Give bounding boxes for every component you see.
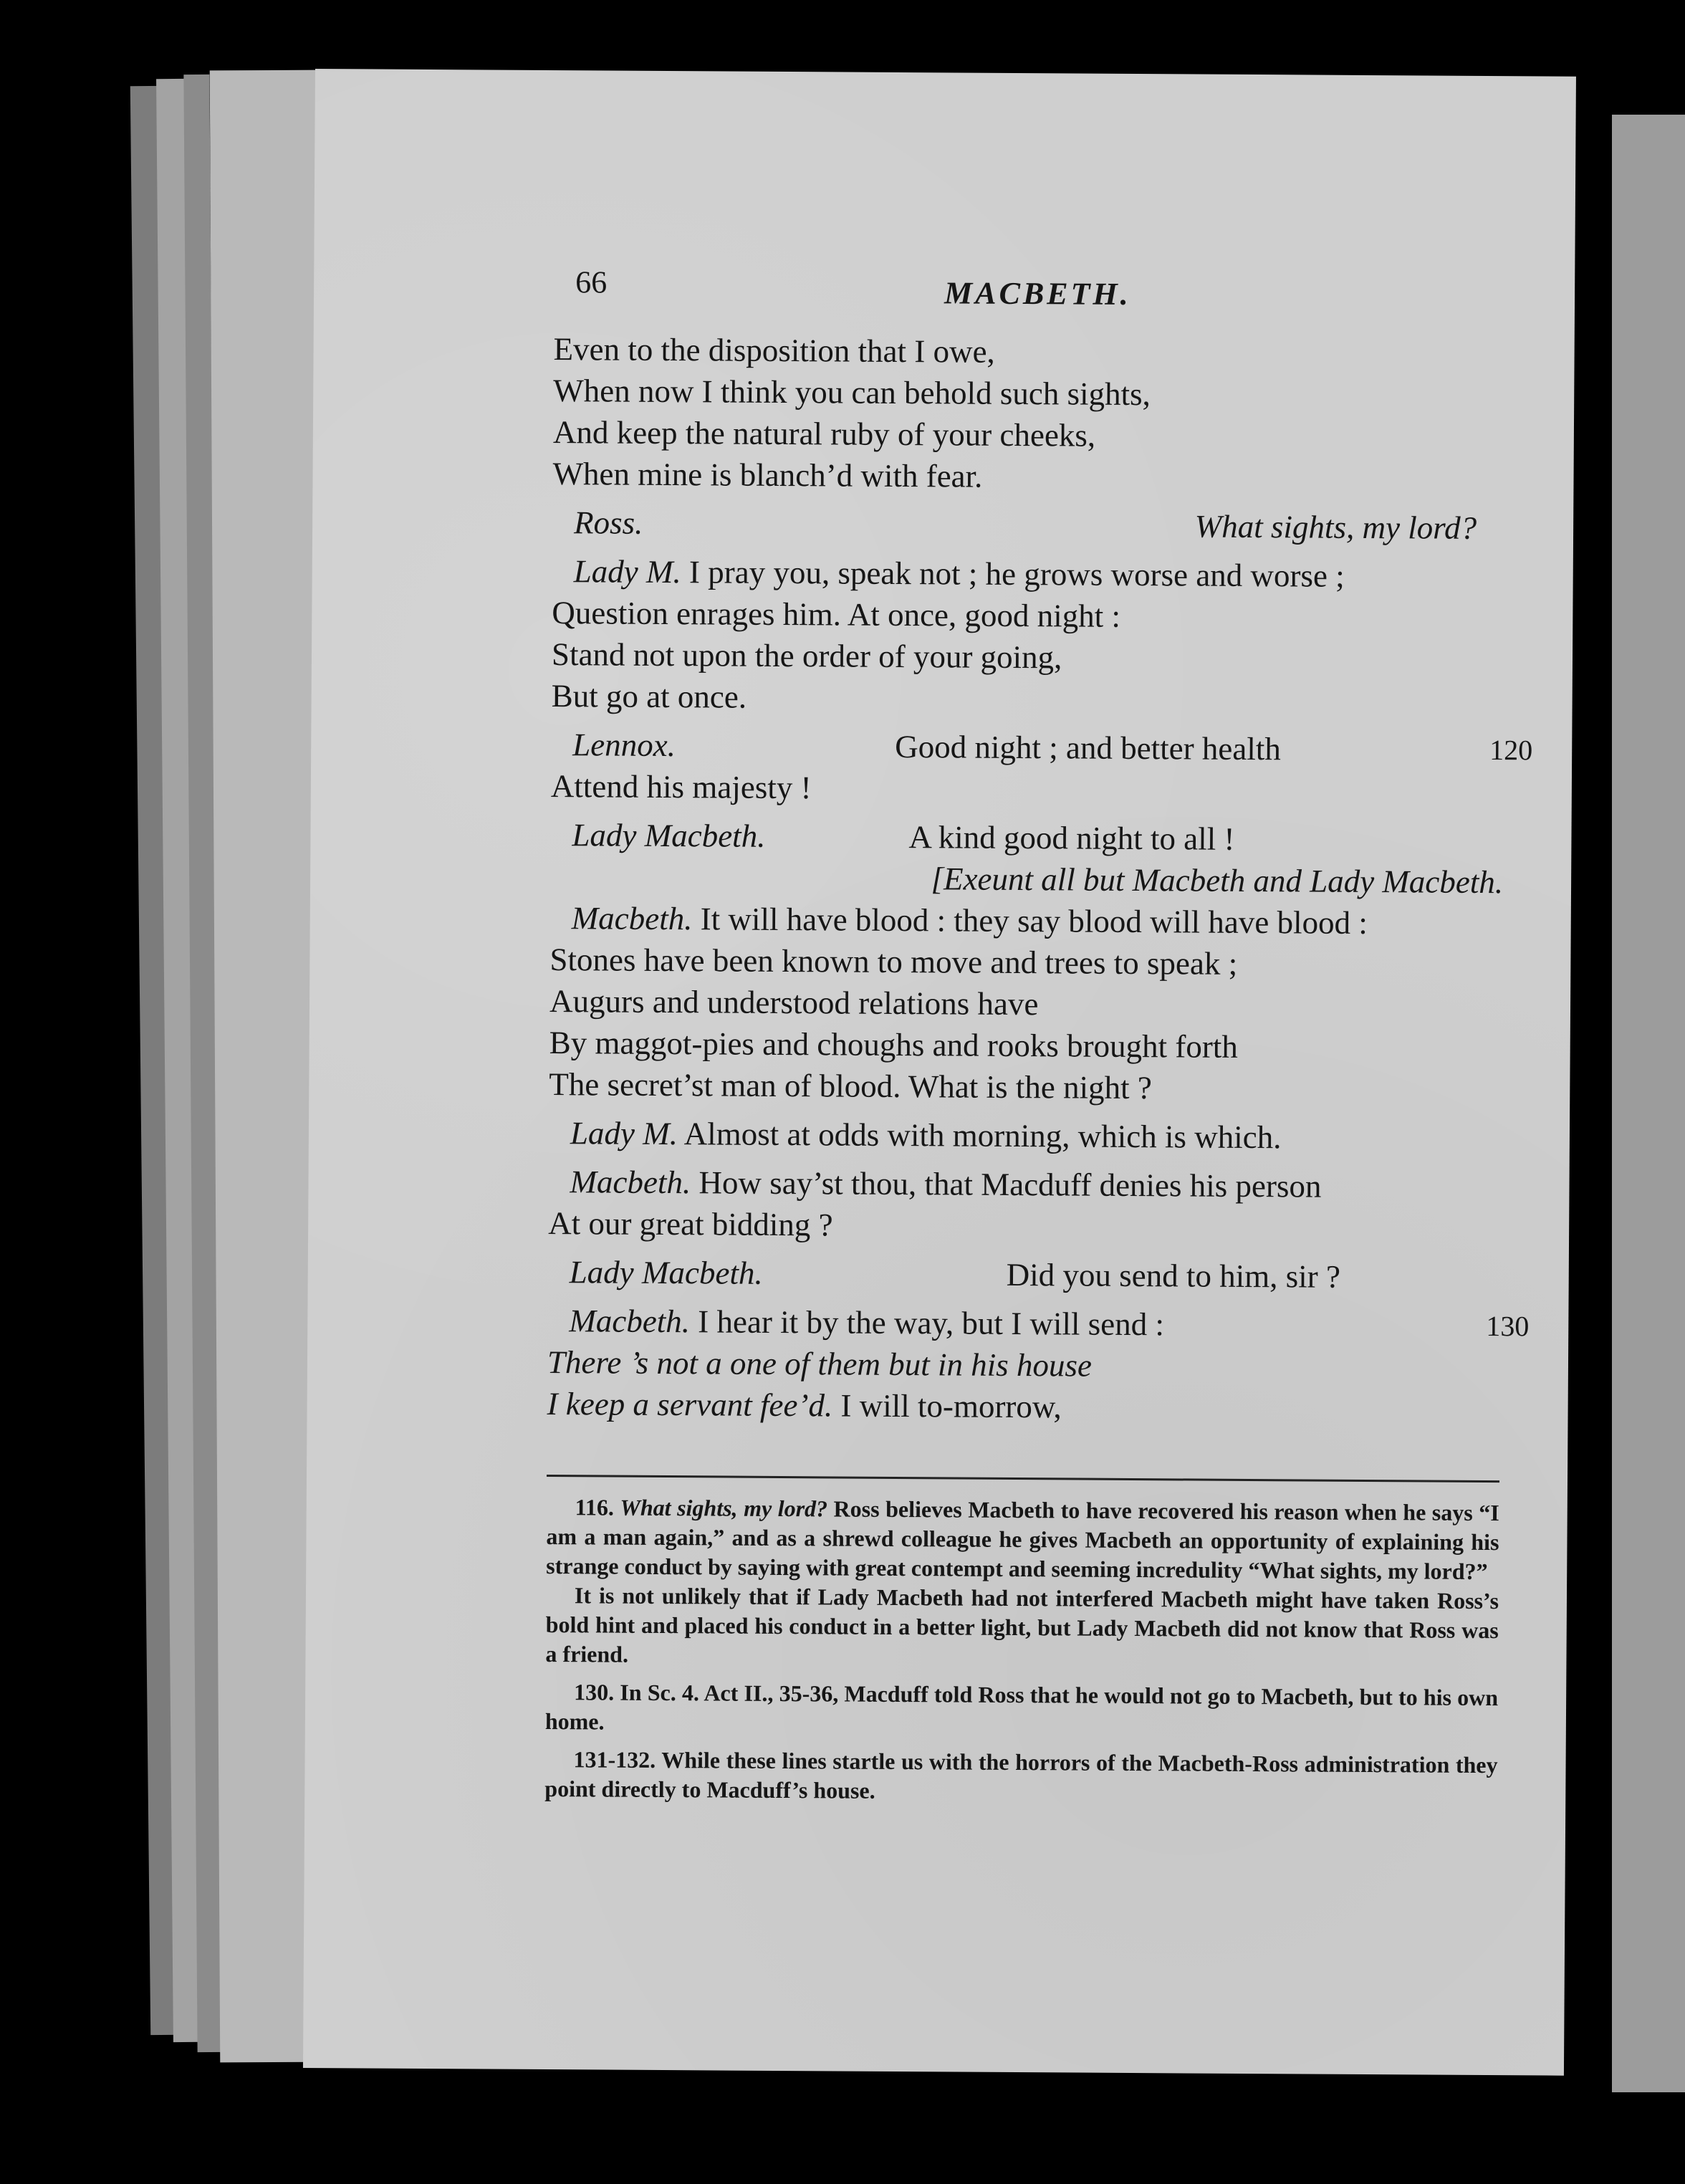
verse-line (547, 1341, 1500, 1389)
page-number: 66 (575, 264, 608, 300)
footnote-rule (547, 1475, 1499, 1483)
footnote-ref: 116. (575, 1494, 615, 1520)
line-number: 120 (1489, 734, 1533, 767)
verse-line: By maggot-pies and choughs and rooks brought forth (549, 1025, 1238, 1065)
line-number: 130 (1486, 1310, 1530, 1343)
play-text (547, 328, 1533, 1430)
speech-text: Did you send to him, sir ? (1006, 1256, 1341, 1295)
speech-text: Good night ; and better health (895, 728, 1282, 767)
speech-text: I hear it by the way, but I will send : (698, 1303, 1165, 1343)
verse-line: At our great bidding ? (548, 1205, 833, 1243)
italic-text: I keep a servant fee’d. (547, 1386, 833, 1424)
speaker-name: Lady Macbeth. (572, 817, 766, 854)
italic-text: There ’s not a one of them but in his house (547, 1344, 1093, 1384)
speaker-name: Lady Macbeth. (569, 1254, 763, 1291)
footnote (545, 1493, 1499, 1675)
verse-line: Attend his majesty ! (550, 768, 812, 806)
speaker-name: Ross. (573, 504, 643, 541)
speaker-name: Macbeth. (570, 1164, 691, 1201)
verse-line: Augurs and understood relations have (549, 983, 1039, 1022)
speech-text: What sights, my lord? (1194, 508, 1477, 546)
speaker-name: Lady M. (573, 553, 681, 590)
stage-direction-line (550, 856, 1503, 903)
footnotes (544, 1493, 1499, 1818)
speaker-name: Macbeth. (569, 1303, 691, 1340)
running-head (575, 264, 1507, 327)
speech-text: A kind good night to all ! (908, 819, 1235, 857)
footnote-continuation: It is not unlikely that if Lady Macbeth had not interfered Macbeth might have taken Ross’s bold hint and placed his conduct in a better light, but Lady Macbeth did not know that Ross was a friend. (545, 1582, 1499, 1667)
footnote-ref: 130. (574, 1679, 615, 1705)
footnote-text: Ross believes Macbeth to have recovered his reason when he says “I am a man again,” and as a shrewd colleague he gives Macbeth an opportunity of explaining his strange conduct by saying with great contempt and seeming incredulity “What sights, my lord?” (546, 1495, 1499, 1585)
speech-text: I pray you, speak not ; he grows worse and worse ; (688, 554, 1345, 594)
speech-line (550, 814, 1503, 861)
footnote-text: In Sc. 4. Act II., 35-36, Macduff told Ross that he would not go to Macbeth, but to his own home. (544, 1679, 1499, 1735)
verse-line: Stones have been known to move and trees to speak ; (549, 942, 1238, 982)
verse-line: Even to the disposition that I owe, (553, 331, 995, 370)
footnote (544, 1745, 1497, 1809)
next-page-edge (1612, 115, 1685, 2092)
speech-line (552, 550, 1505, 598)
book-page (303, 69, 1576, 2076)
verse-line: The secret’st man of blood. What is the night ? (549, 1066, 1152, 1106)
speaker-name: Lennox. (572, 727, 676, 764)
verse-line: When now I think you can behold such sights, (553, 373, 1151, 413)
running-title: MACBETH. (944, 275, 1131, 312)
speaker-name: Macbeth. (571, 900, 693, 937)
footnote-text: While these lines startle us with the horrors of the Macbeth-Ross administration they point directly to Macduff’s house. (544, 1746, 1498, 1804)
verse-line: But go at once. (551, 678, 747, 715)
speech-line (547, 1300, 1530, 1347)
verse-line: And keep the natural ruby of your cheeks, (552, 414, 1096, 454)
stage-direction: [Exeunt all but Macbeth and Lady Macbeth. (931, 861, 1504, 901)
speech-text: It will have blood : they say blood will have blood : (700, 901, 1368, 941)
speech-text: Almost at odds with morning, which is which. (683, 1116, 1282, 1156)
speech-line (552, 502, 1505, 549)
speech-line (548, 1251, 1501, 1298)
speech-line (549, 1112, 1502, 1159)
verse-line: Question enrages him. At once, good night : (552, 595, 1121, 634)
footnote-ref: 131-132. (573, 1746, 656, 1773)
speech-text: How say’st thou, that Macduff denies his person (699, 1164, 1322, 1204)
verse-line: Stand not upon the order of your going, (551, 636, 1062, 676)
footnote (545, 1677, 1498, 1742)
speech-line (550, 897, 1503, 944)
verse-line (547, 1383, 1499, 1430)
speech-text: I will to-morrow, (840, 1387, 1062, 1425)
speech-line (551, 724, 1533, 771)
verse-line: When mine is blanch’d with fear. (552, 456, 983, 494)
speech-line (548, 1161, 1501, 1208)
footnote-lemma: What sights, my lord? (620, 1494, 828, 1522)
speaker-name: Lady M. (570, 1115, 678, 1152)
